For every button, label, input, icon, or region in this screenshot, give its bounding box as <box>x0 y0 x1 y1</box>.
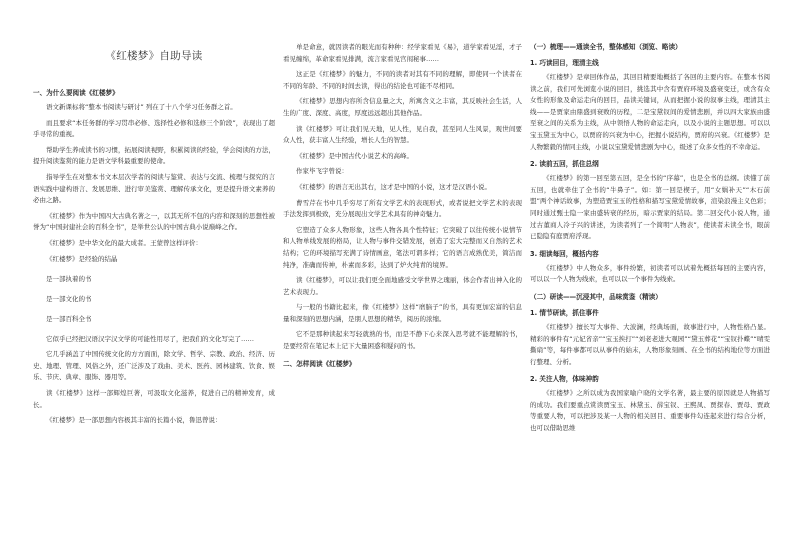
paragraph: 它塑造了众多人物形象，这些人物各具个性特征；它突破了以往传统小说情节和人物单线发展的格局，让人物与事件交错发展，创造了宏大完整而又自然的艺术结构；它的环境描写充满了诗情画意，笔法可谓多样；它的语言成熟优美，简洁而纯净，准确而传神，朴素而多彩，达到了炉火纯青的境界。 <box>283 225 522 269</box>
paragraph: 读《红楼梦》，可以让我们更全面地感受文学世界之瑰丽，体会作者出神入化的艺术表现力。 <box>283 276 522 296</box>
paragraph: 帮助学生养成读书的习惯，拓展阅读视野，积累阅读的经验，学会阅读的方法，提升阅读鉴赏的能力是语文学科最重要的使命。 <box>33 145 275 166</box>
paragraph: 它几乎涵盖了中国传统文化的方方面面，除文学、哲学、宗教、政治、经济、历史、地理、管理、风俗之外，还广泛涉及了戏曲、美术、医药、园林建筑、饮食、娱乐、节庆、典章、服饰、器用等。 <box>33 350 275 382</box>
paragraph: 读《红楼梦》这样一部辉煌巨著，可汲取文化滋养，促进自己的精神发育，成长。 <box>33 388 275 409</box>
point-heading: 1. 巧读回目，理清主线 <box>530 59 599 67</box>
paragraph: 《红楼梦》中人物众多，事件纷繁，初读者可以试着先概括每回的主要内容，可以以一个人物为线索，也可以以一个事件为线索。 <box>530 263 770 284</box>
paragraph: 读《红楼梦》可让我们见天地，见人性，见自我，甚至同人生风景，观世间要众人性，获丰富人生经验，增长人生的智慧。 <box>283 124 522 145</box>
point-heading: 2. 读前五回，抓住总纲 <box>530 160 599 169</box>
point-heading: 2. 关注人物，体味神韵 <box>530 375 599 384</box>
paragraph: 作家毕飞宇曾说： <box>296 167 348 176</box>
column-2 <box>283 0 522 560</box>
paragraph: 《红楼梦》擅长写大事件、大波澜，经典场面，故事进行中，人物性格凸显。精彩的事件有“元妃省亲”“宝玉挨打”“刘老老进大观园”“黛玉葬花”“宝钗扑蝶”“晴雯撕扇”等，每件事都可以从事件的始末，人物形象刻画、在全书的结构地位等方面进行整理、分析。 <box>530 322 770 366</box>
paragraph: 而且要求“本任务群的学习贯串必修、选择性必修和选修三个阶段”，表现出了超乎寻常的重视。 <box>33 118 275 139</box>
section-heading-2: 二、怎样阅读《红楼梦》 <box>283 359 356 368</box>
section-heading-1: 一、为什么要阅读《红楼梦》 <box>33 89 119 97</box>
paragraph: 《红楼梦》思想内容所含信息量之大，所寓含义之丰富，其反映社会生活，人生的广度、深度、高度，厚度远远超出其他作品。 <box>283 97 522 117</box>
quote-line: 是一部百科全书 <box>46 314 92 323</box>
quote-line: 是一部执着的书 <box>46 274 92 283</box>
document-title: 《红楼梦》自助导读 <box>105 50 203 62</box>
subsection-heading: （二）研读——沉浸其中，品味赏鉴（精读） <box>530 292 662 301</box>
quote-line: 《红楼梦》是经验的结晶 <box>46 254 118 263</box>
paragraph: 语文新课标将“整本书阅读与研讨” 列在了十八个学习任务群之首。 <box>46 103 237 111</box>
paragraph: 单是命意，就因读者的眼光而有种种：经学家看见《易》，道学家看见淫，才子看见缠绵，革命家看见排满，流言家看见宫闱秘事…… <box>283 43 522 63</box>
paragraph: 《红楼梦》是一部思想内容极其丰富的长篇小说，鲁迅曾说： <box>46 416 222 425</box>
paragraph: 这正是《红楼梦》的魅力，不同的读者对其有不同的理解，即使同一个读者在不同的年龄、不同的时间去读，得出的结论也可能不尽相同。 <box>283 70 522 90</box>
paragraph: 《红楼梦》是中华文化的最大成者。王蒙曾这样评价： <box>46 238 202 247</box>
paragraph: 曹雪芹在书中几乎穷尽了所有文学艺术的表现形式，或者说把文学艺术的表现手法发挥到极致，充分展现出文学艺术具有的神奇魅力。 <box>283 198 522 219</box>
paragraph: 《红楼梦》之所以成为我国家喻户晓的文学名著，最主要的原因就是人物描写的成功。我们要重点赏读贾宝玉、林黛玉、薛宝钗、王熙凤、贾探春、贾母、贾政等重要人物，可以把涉及某一人物的相关回目、重要事件勾连起来进行综合分析，也可以借助思维 <box>530 389 770 433</box>
paragraph: 《红楼梦》是中国古代小说艺术的高峰。 <box>296 151 413 160</box>
paragraph: 它不是那种读起来写轻就熟的书，而是不静下心来深入思考就不能理解的书，是要经常在笔记本上记下大量困惑和疑问的书。 <box>283 330 522 351</box>
paragraph: 《红楼梦》是章回体作品，其回目精要地概括了各回的主要内容。在整本书阅读之前，我们可先浏览小说的回目，挑选其中含有贾府环境及盛衰变迁，或含有众女性的形象及命运走向的回目，品读关键词，从而把握小说的叙事主线，理清其主线——是贾家由鼎盛到衰败的历程，二是宝黛钗间的爱情悲剧，并以四大家族由盛至衰之间的关系为主线，从中领悟人物的命运走向，以及小说的主题思想。可以以宝玉黛玉为中心，以贾府的兴衰为中心，把握小说结构，贾府的兴衰。《红楼梦》是人物繁毅的情同主线，小说以宝黛爱情悲剧为中心，级述了众多女性的不幸命运。 <box>530 73 770 151</box>
paragraph: 它似乎已经把汉语汉字汉文学的可能性用尽了，把我们的文化写完了…… <box>46 334 254 343</box>
paragraph: 与一般的书籍比起来，像《红楼梦》这样“磨脑子”的书，具有更加宏富的信息量和深刻的思想内涵，是朋人思想的精华，阅历的浓缩。 <box>283 303 522 323</box>
column-1 <box>33 0 275 560</box>
point-heading: 1. 情节研读，抓住事件 <box>530 308 599 317</box>
subsection-heading: （一）梳理——通读全书，整体感知（浏览、略读） <box>530 43 682 51</box>
paragraph: 《红楼梦》的第一回至第五回，是全书的“序幕”，也是全书的总纲。读懂了前五回，也就牵住了全书的“牛鼻子”。如：第一回是楔子，用“女娲补天”“木石前盟”两个神话故事，为塑造贾宝玉的性格和描写宝黛爱情故事，渲染浪漫主义色彩；同时通过甄士隐一家由盛转衰的经历，暗示贾家的结局。第二回交代小说人物，通过古董商人冷子兴的讲述，为读者列了一个简明“人物表”，使读者未读全书，眼前已隐隐有庭贾府浮现。 <box>530 174 770 241</box>
paragraph: 指导学生在对整本书文本层次学者的阅读与鉴赏、表达与交流、梳理与探究的言语实践中建构语言、发展思维、进行审美鉴赏、理解传承文化，更是提升语文素养的必由之路。 <box>33 172 275 205</box>
paragraph: 《红楼梦》的语言无出其右，这才是中国的小说，这才是汉语小说。 <box>296 182 491 191</box>
paragraph: 《红楼梦》作为中国四大古典名著之一，以其无所不包的内容和深刻的思想性被誉为“中国封建社会的百科全书”，是举世公认的中国古典小说巅峰之作。 <box>33 211 275 232</box>
column-3 <box>530 0 770 560</box>
quote-line: 是一部文化的书 <box>46 294 92 303</box>
point-heading: 3. 细读每回，概括内容 <box>530 249 599 258</box>
